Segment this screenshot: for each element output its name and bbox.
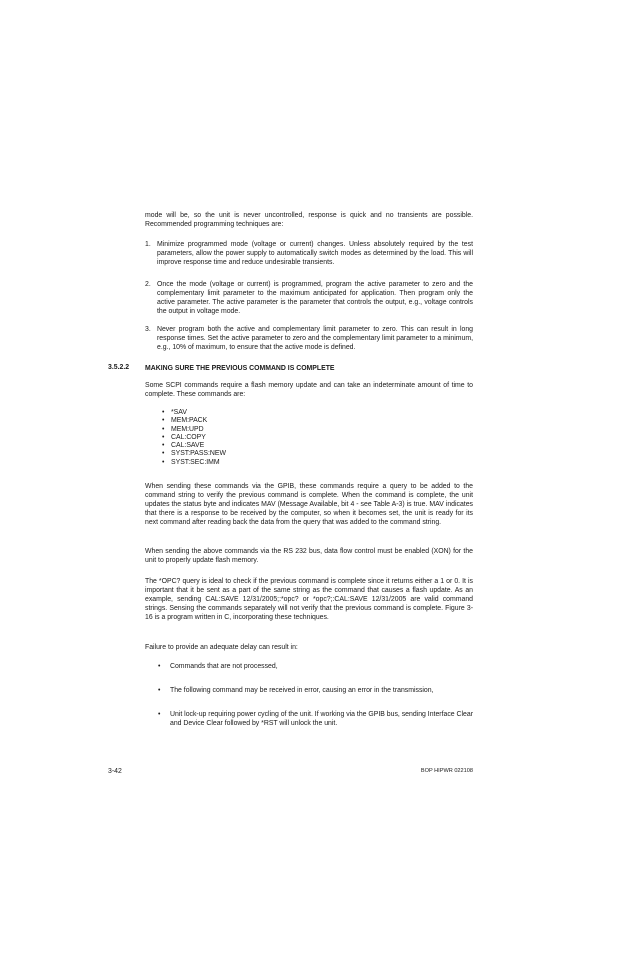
document-id: BOP HIPWR 022108 <box>420 768 473 774</box>
numbered-list <box>145 280 473 316</box>
list-item: • MEM:UPD <box>162 426 462 434</box>
list-item: • The following command may be received in error, causing an error in the transmission, <box>158 686 473 695</box>
list-item: • CAL:SAVE <box>162 442 462 450</box>
numbered-list <box>145 325 473 352</box>
opc-paragraph: The *OPC? query is ideal to check if the previous command is complete since it returns either a 1 or 0. It is important that it be sent as a part of the same string as the command that causes a flash update. As an example, sending CAL:SAVE 12/31/2005;:*opc? or *opc?;:CAL:SAVE 12/31/2005 are valid command strings. Sensing the commands separately will not verify that the previous command is complete. Figure 3-16 is a program written in C, incorporating these techniques. <box>145 578 473 622</box>
list-item: 3. Never program both the active and complementary limit parameter to zero. This can result in long response times. Set the active parameter to zero and the complementary limit parameter to a minimum, e.g., 10% of maximum, to ensure that the active mode is defined. <box>145 326 473 352</box>
list-item: • *SAV <box>162 409 462 417</box>
flash-paragraph: Some SCPI commands require a flash memory update and can take an indeterminate amount of time to complete. These commands are: <box>145 382 473 399</box>
rs232-paragraph: When sending the above commands via the RS 232 bus, data flow control must be enabled (XON) for the unit to properly update flash memory. <box>145 548 473 565</box>
list-item: • CAL:COPY <box>162 434 462 442</box>
page-number: 3-42 <box>108 768 122 775</box>
list-item: • Commands that are not processed, <box>158 662 473 671</box>
failure-paragraph: Failure to provide an adequate delay can result in: <box>145 644 298 651</box>
section-heading: MAKING SURE THE PREVIOUS COMMAND IS COMPLETE <box>145 365 335 372</box>
list-item: • MEM:PACK <box>162 417 462 425</box>
failure-list <box>158 710 473 728</box>
list-item: • Unit lock-up requiring power cycling of the unit. If working via the GPIB bus, sending Interface Clear and Device Clear followed by *RST will unlock the unit. <box>158 710 473 728</box>
command-list <box>162 409 462 467</box>
list-item: 2. Once the mode (voltage or current) is programmed, program the active parameter to zero and the complementary limit parameter to the maximum anticipated for application. Then program only the active parameter. The active parameter is the parameter that controls the output, e.g., voltage controls the output in voltage mode. <box>145 281 473 316</box>
section-number: 3.5.2.2 <box>108 364 130 371</box>
list-item: • SYST:PASS:NEW <box>162 450 462 458</box>
intro-paragraph: mode will be, so the unit is never uncontrolled, response is quick and no transients are possible. Recommended programming techniques are: <box>145 212 473 229</box>
list-item: • SYST:SEC:IMM <box>162 459 462 467</box>
gpib-paragraph: When sending these commands via the GPIB, these commands require a query to be added to the command string to verify the previous command is complete. When the command is complete, the unit updates the status byte and indicates MAV (Message Available, bit 4 - see Table A-3) is true. MAV indicates that there is a response to be received by the computer, so when it becomes set, the unit is ready for its next command after reading back the data from the query that was added to the command string. <box>145 483 473 527</box>
numbered-list <box>145 240 473 267</box>
list-item: 1. Minimize programmed mode (voltage or current) changes. Unless absolutely required by the test parameters, allow the power supply to automatically switch modes as determined by the load. This will improve response time and reduce undesirable transients. <box>145 241 473 267</box>
failure-list <box>158 662 473 671</box>
failure-list <box>158 686 473 695</box>
